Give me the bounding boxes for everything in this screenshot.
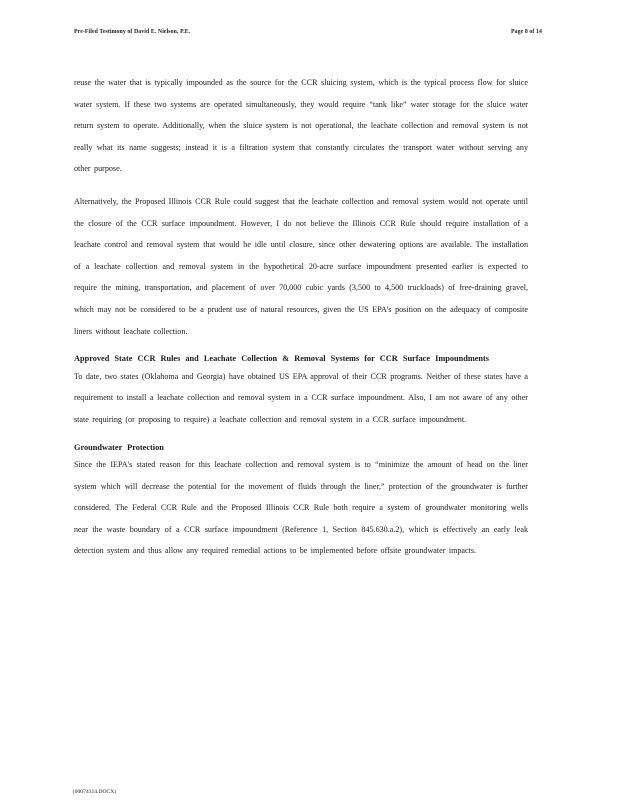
paragraph-2: Alternatively, the Proposed Illinois CCR Rule could suggest that the leachate collection and removal system would not operate until the closure of the CCR surface impoundment. However, I do not believe the Illinois CCR Rule should require installation of a leachate control and removal system that would be idle until closure, since other dewatering options are available. The installation of a leachate collection and removal system in the hypothetical 20-acre surface impoundment presented earlier is expected to require the mining, transportation, and placement of over 70,000 cubic yards (3,500 to 4,500 truckloads) of free-draining gravel, which may not be considered to be a prudent use of natural resources, given the US EPA's position on the adequacy of composite liners without leachate collection. xyxy=(74,196,528,336)
section-groundwater-protection xyxy=(74,442,528,563)
paragraph-3: To date, two states (Oklahoma and Georgia) have obtained US EPA approval of their CCR programs. Neither of these states have a requirement to install a leachate collection and removal system in a CCR surface impoundment. Also, I am not aware of any other state requiring (or proposing to require) a leachate collection and removal system in a CCR surface impoundment. xyxy=(74,371,528,424)
document-body xyxy=(74,72,528,573)
document-id-footer: {00074314.DOCX} xyxy=(72,789,117,795)
section-approved-state-rules xyxy=(74,353,528,430)
section-heading-groundwater-protection: Groundwater Protection xyxy=(74,442,164,452)
page-number: Page 8 of 14 xyxy=(511,29,542,35)
section-heading-approved-state-rules: Approved State CCR Rules and Leachate Collection & Removal Systems for CCR Surface Impoundments xyxy=(74,354,490,364)
testimony-title: Pre-Filed Testimony of David E. Nielson, P.E. xyxy=(74,29,191,35)
paragraph-1: reuse the water that is typically impounded as the source for the CCR sluicing system, which is the typical process flow for sluice water system. If these two systems are operated simultaneously, they would require “tank like” water storage for the sluice water return system to operate. Additionally, when the sluice system is not operational, the leachate collection and removal system is not really what its name suggests; instead it is a filtration system that constantly circulates the transport water without serving any other purpose. xyxy=(74,78,528,174)
paragraph-4: Since the IEPA's stated reason for this leachate collection and removal system is to “minimize the amount of head on the liner system which will decrease the potential for the movement of fluids through the liner,” protection of the groundwater is further considered. The Federal CCR Rule and the Proposed Illinois CCR Rule both require a system of groundwater monitoring wells near the waste boundary of a CCR surface impoundment (Reference 1, Section 845.630.a.2), which is effectively an early leak detection system and thus allow any required remedial actions to be implemented before offsite groundwater impacts. xyxy=(74,460,528,556)
